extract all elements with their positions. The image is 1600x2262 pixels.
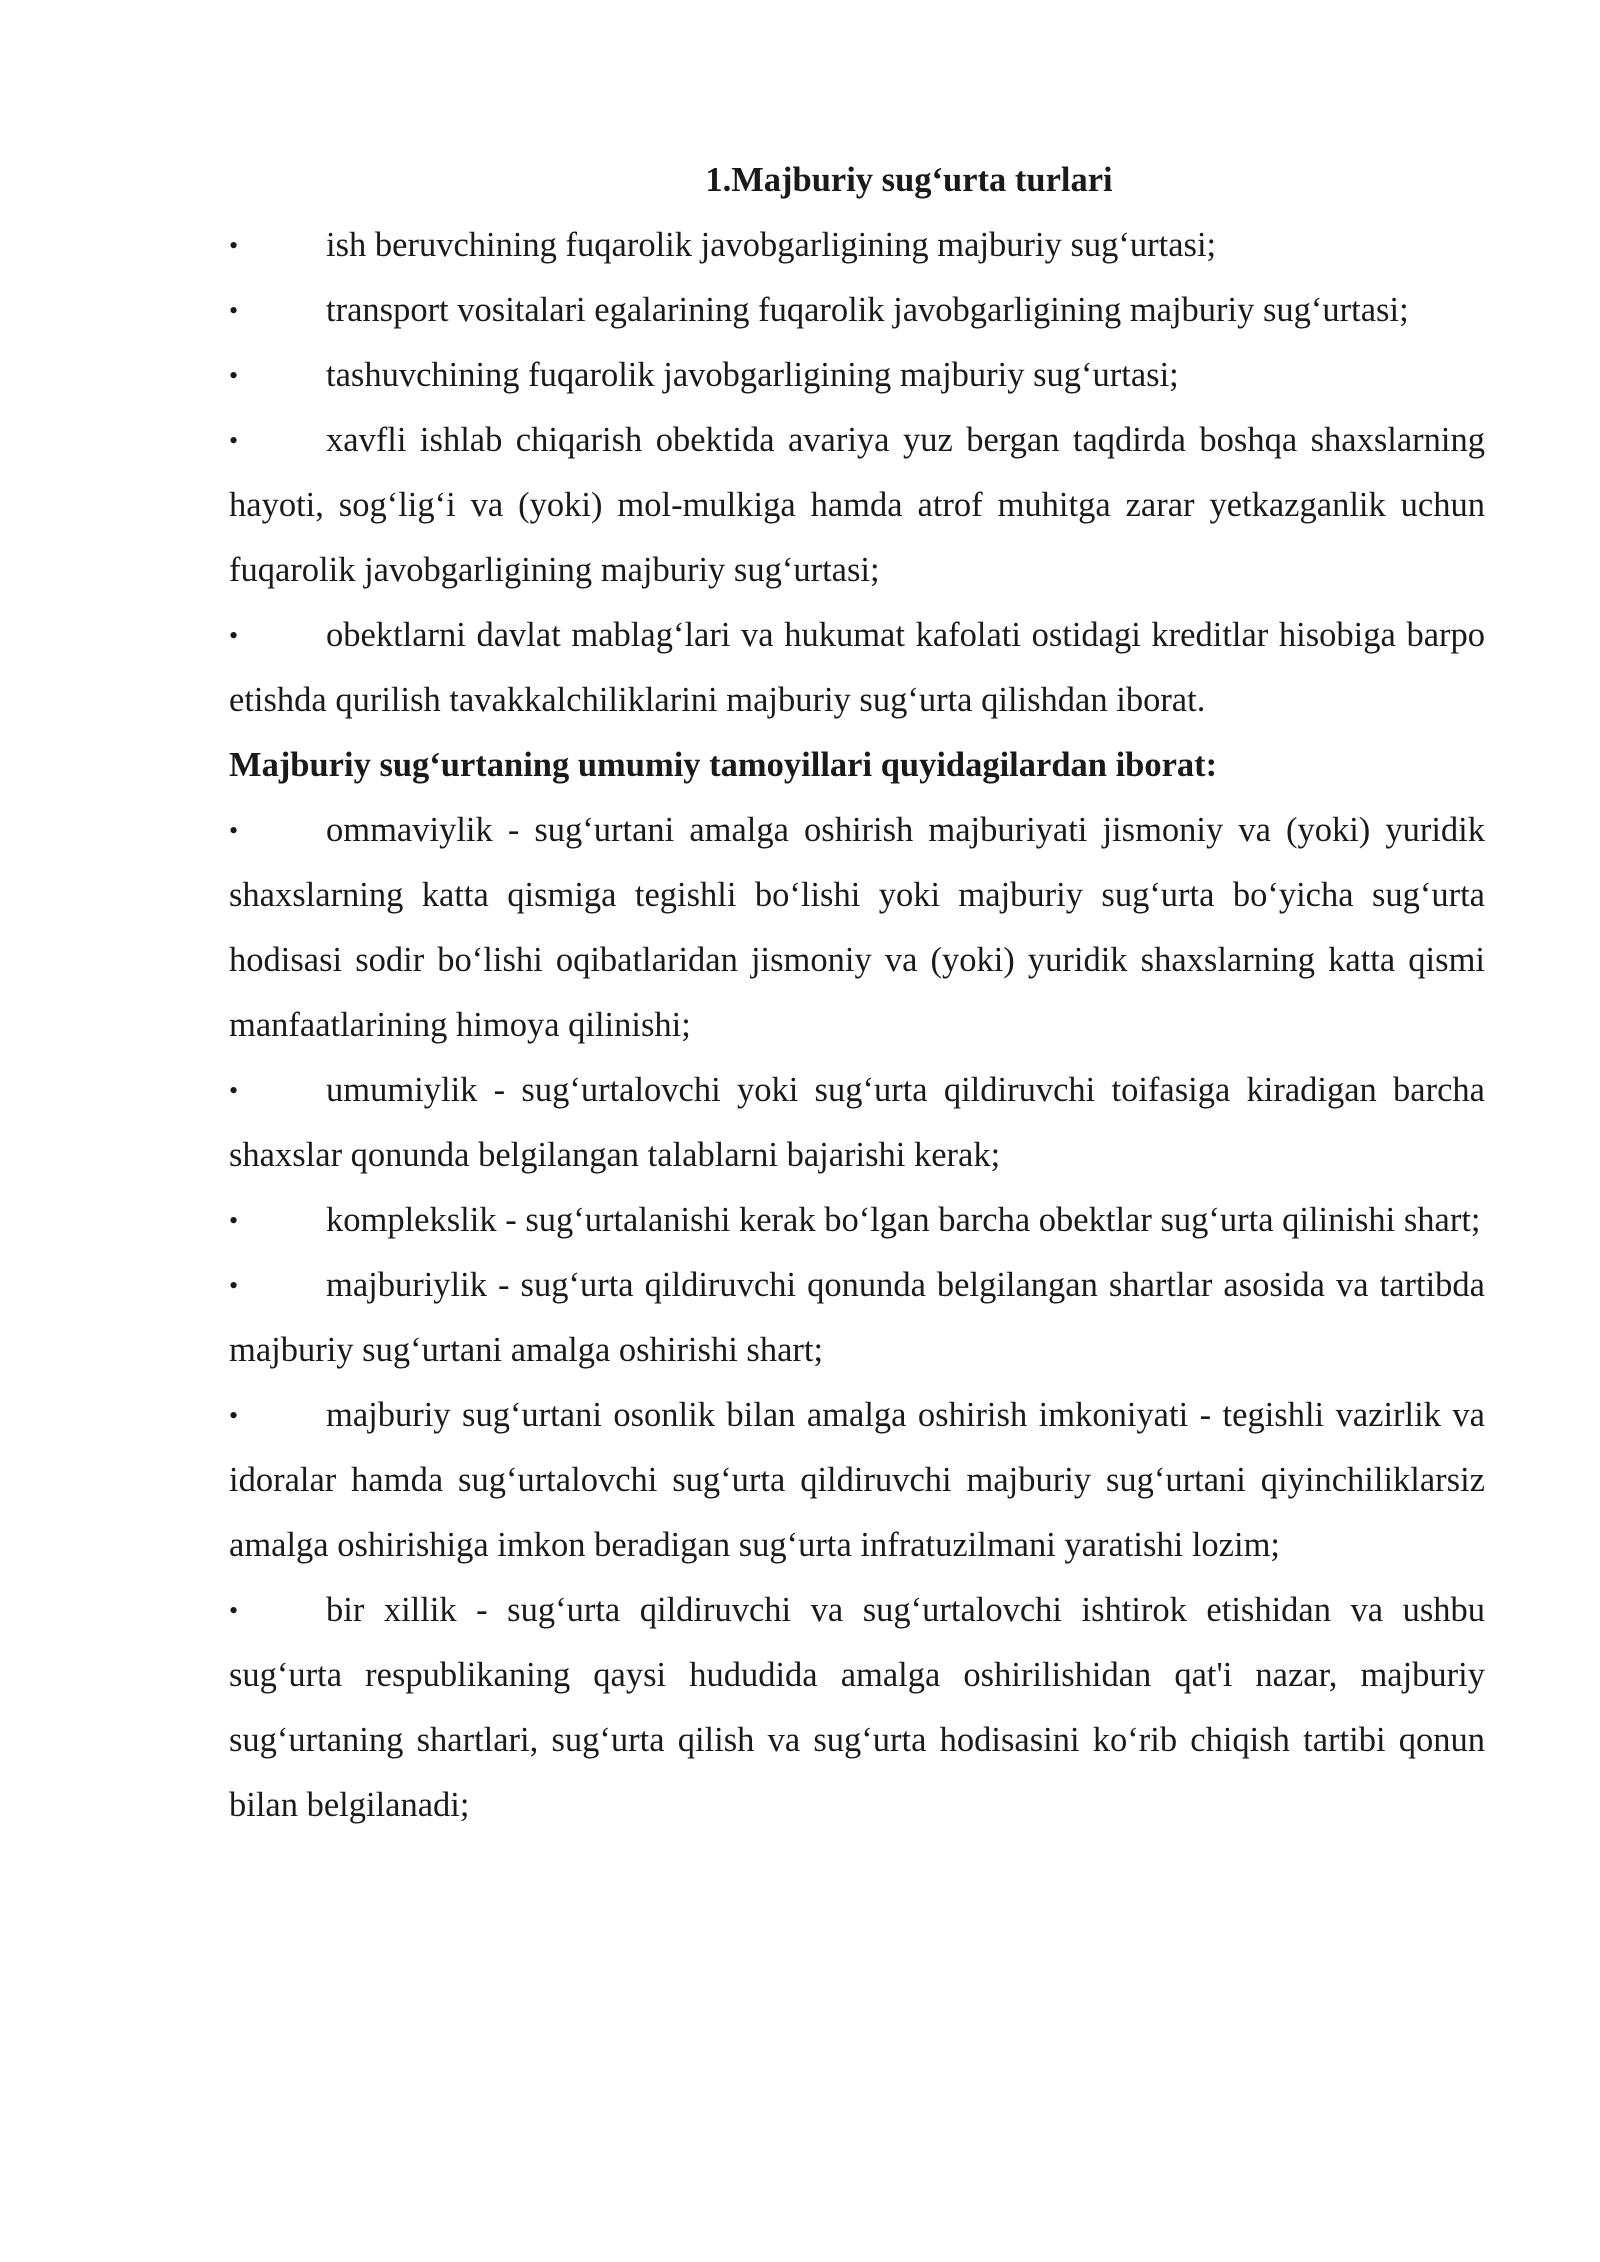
list-item	[229, 343, 1485, 408]
bullet-icon: •	[229, 231, 239, 260]
bullet-icon: •	[229, 361, 239, 390]
list-item	[229, 1578, 1485, 1838]
list-item-text: tashuvchining fuqarolik javobgarligining majburiy sug‘urtasi;	[326, 356, 1179, 394]
bullet-icon: •	[229, 1271, 239, 1300]
list-item	[229, 1253, 1485, 1383]
list-item	[229, 603, 1485, 733]
list-item-text: komplekslik - sug‘urtalanishi kerak bo‘lgan barcha obektlar sug‘urta qilinishi shart;	[326, 1201, 1481, 1239]
bullet-icon: •	[229, 621, 239, 650]
list-item	[229, 1188, 1485, 1253]
list-item	[229, 278, 1485, 343]
list-item-text: xavfli ishlab chiqarish obektida avariya yuz bergan taqdirda boshqa shaxslarning hayoti, sog‘lig‘i va (yoki) mol-mulkiga hamda atrof muhitga zarar yetkazganlik uchun fuqarolik javobgarligining majburiy sug‘urtasi;	[229, 421, 1485, 589]
list-item-text: bir xillik - sug‘urta qildiruvchi va sug‘urtalovchi ishtirok etishidan va ushbu sug‘urta respublikaning qaysi hududida amalga oshirilishidan qat'i nazar, majburiy sug‘urtaning shartlari, sug‘urta qilish va sug‘urta hodisasini ko‘rib chiqish tartibi qonun bilan belgilanadi;	[229, 1591, 1485, 1824]
list-item	[229, 408, 1485, 603]
document-title: 1.Majburiy sug‘urta turlari	[705, 161, 1113, 199]
list-item	[229, 213, 1485, 278]
bullet-icon: •	[229, 816, 239, 845]
principles-list	[229, 798, 1485, 1838]
list-item-text: ommaviylik - sug‘urtani amalga oshirish majburiyati jismoniy va (yoki) yuridik shaxslarning katta qismiga tegishli bo‘lishi yoki majburiy sug‘urta bo‘yicha sug‘urta hodisasi sodir bo‘lishi oqibatlaridan jismoniy va (yoki) yuridik shaxslarning katta qismi manfaatlarining himoya qilinishi;	[229, 811, 1485, 1044]
bullet-icon: •	[229, 1401, 239, 1430]
bullet-icon: •	[229, 1076, 239, 1105]
list-item	[229, 798, 1485, 1058]
bullet-icon: •	[229, 1206, 239, 1235]
document-page	[229, 148, 1485, 1838]
list-item	[229, 1058, 1485, 1188]
list-item-text: majburiy sug‘urtani osonlik bilan amalga oshirish imkoniyati - tegishli vazirlik va idoralar hamda sug‘urtalovchi sug‘urta qildiruvchi majburiy sug‘urtani qiyinchiliklarsiz amalga oshirishiga imkon beradigan sug‘urta infratuzilmani yaratishi lozim;	[229, 1396, 1485, 1564]
bullet-icon: •	[229, 296, 239, 325]
list-item-text: majburiylik - sug‘urta qildiruvchi qonunda belgilangan shartlar asosida va tartibda majburiy sug‘urtani amalga oshirishi shart;	[229, 1266, 1485, 1369]
principles-heading: Majburiy sug‘urtaning umumiy tamoyillari quyidagilardan iborat:	[229, 746, 1218, 784]
list-item-text: umumiylik - sug‘urtalovchi yoki sug‘urta qildiruvchi toifasiga kiradigan barcha shaxslar qonunda belgilangan talablarni bajarishi kerak;	[229, 1071, 1485, 1174]
bullet-icon: •	[229, 1596, 239, 1625]
list-item-text: obektlarni davlat mablag‘lari va hukumat kafolati ostidagi kreditlar hisobiga barpo etishda qurilish tavakkalchiliklarini majburiy sug‘urta qilishdan iborat.	[229, 616, 1485, 719]
list-item	[229, 1383, 1485, 1578]
insurance-types-list	[229, 213, 1485, 733]
list-item-text: ish beruvchining fuqarolik javobgarligining majburiy sug‘urtasi;	[326, 226, 1217, 264]
bullet-icon: •	[229, 426, 239, 455]
list-item-text: transport vositalari egalarining fuqarolik javobgarligining majburiy sug‘urtasi;	[326, 291, 1409, 329]
